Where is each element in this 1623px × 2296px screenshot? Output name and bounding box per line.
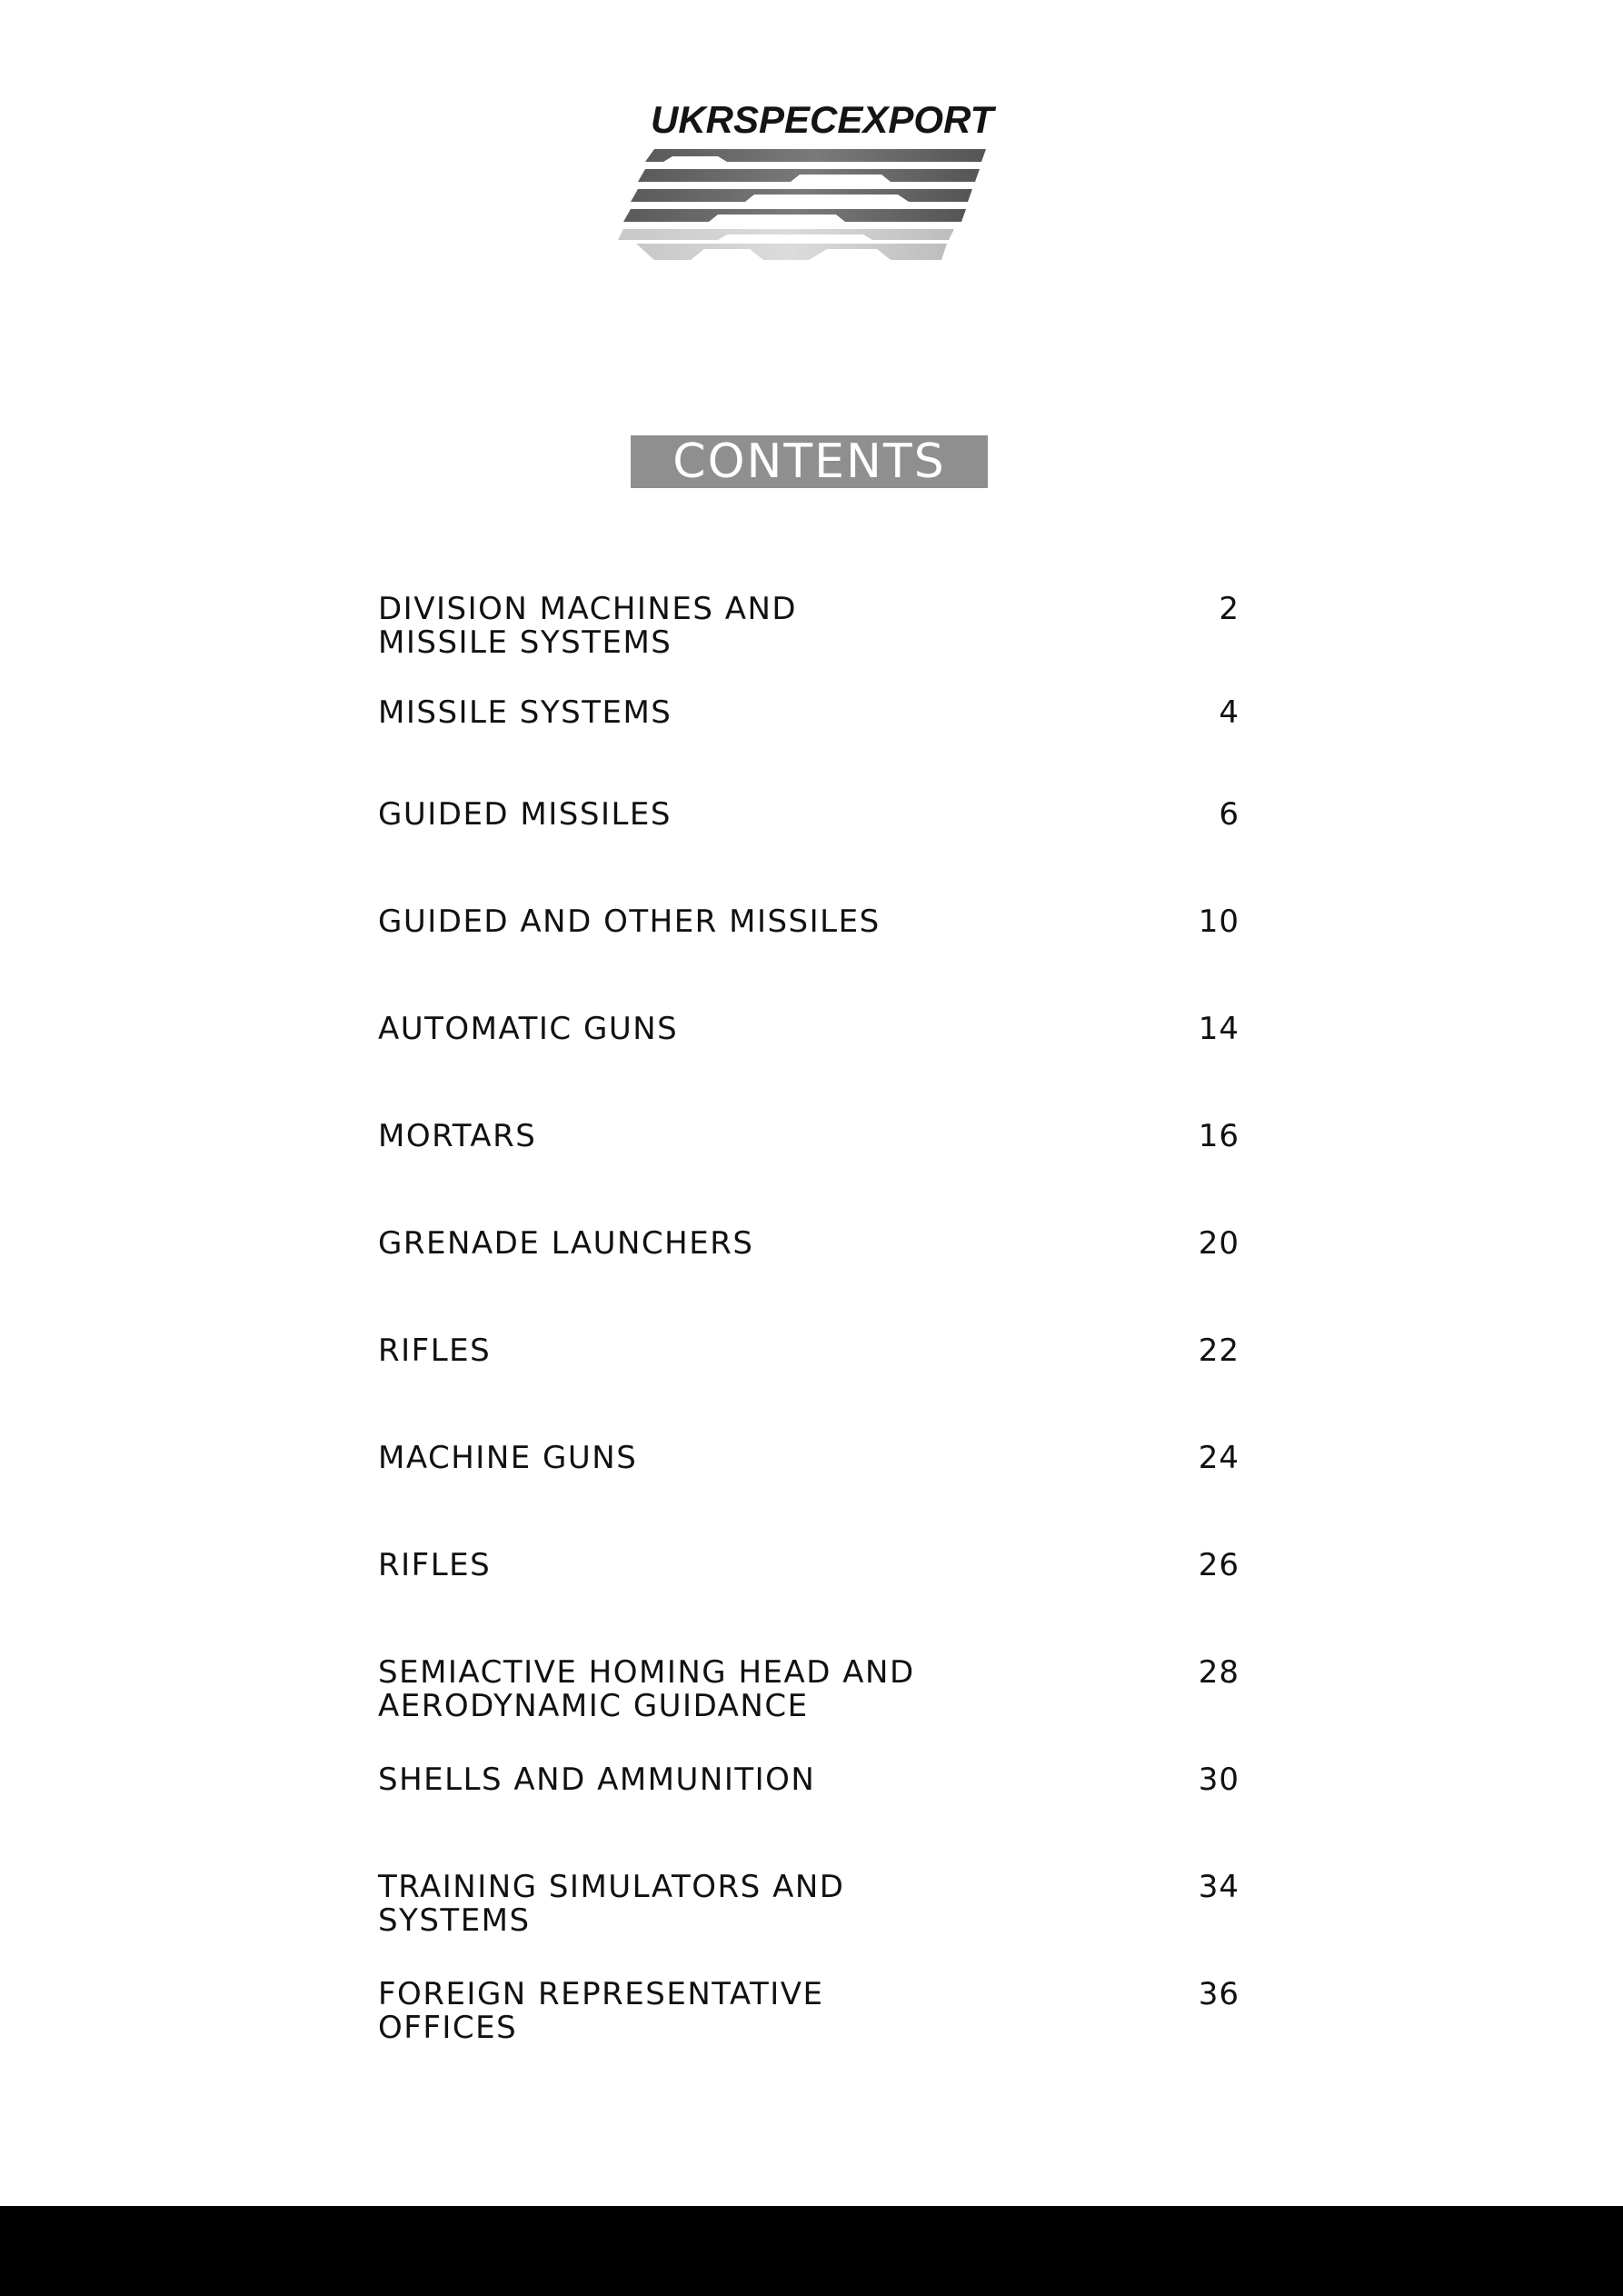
toc-entry-page-number: 2 (1219, 591, 1240, 627)
toc-entry-page-number: 36 (1198, 1976, 1240, 2012)
toc-entry-page-number: 20 (1198, 1225, 1240, 1262)
toc-entry-title: FOREIGN REPRESENTATIVE OFFICES (378, 1976, 824, 2046)
toc-entry-page-number: 22 (1198, 1333, 1240, 1369)
toc-entry-page-number: 30 (1198, 1762, 1240, 1798)
logo-brand-text: UKRSPECEXPORT (651, 98, 994, 141)
toc-entry-title: SHELLS AND AMMUNITION (378, 1762, 816, 1798)
toc-entry-title: SEMIACTIVE HOMING HEAD AND AERODYNAMIC GUIDANCE (378, 1654, 915, 1724)
ukrspecexport-logo (618, 98, 1000, 262)
contents-heading: CONTENTS (672, 434, 946, 489)
toc-entry-page-number: 16 (1198, 1118, 1240, 1154)
footer-bar (0, 2206, 1623, 2296)
logo-emblem-icon (618, 142, 1000, 262)
toc-entry-title: GUIDED AND OTHER MISSILES (378, 903, 881, 940)
toc-entry-page-number: 26 (1198, 1547, 1240, 1583)
toc-entry-title: GUIDED MISSILES (378, 796, 672, 833)
toc-entry-title: MACHINE GUNS (378, 1440, 638, 1476)
toc-entry-page-number: 28 (1198, 1654, 1240, 1691)
toc-entry-title: MORTARS (378, 1118, 537, 1154)
toc-entry-page-number: 10 (1198, 903, 1240, 940)
toc-entry-title: RIFLES (378, 1547, 492, 1583)
toc-entry-page-number: 14 (1198, 1011, 1240, 1047)
toc-entry-title: AUTOMATIC GUNS (378, 1011, 679, 1047)
toc-entry-title: DIVISION MACHINES AND MISSILE SYSTEMS (378, 591, 798, 661)
toc-entry-page-number: 24 (1198, 1440, 1240, 1476)
toc-entry-page-number: 4 (1219, 694, 1240, 731)
toc-entry-title: GRENADE LAUNCHERS (378, 1225, 754, 1262)
toc-entry-page-number: 34 (1198, 1869, 1240, 1905)
toc-entry-title: TRAINING SIMULATORS AND SYSTEMS (378, 1869, 845, 1939)
toc-entry-page-number: 6 (1219, 796, 1240, 833)
toc-entry-title: RIFLES (378, 1333, 492, 1369)
contents-heading-box (631, 435, 988, 488)
toc-entry-title: MISSILE SYSTEMS (378, 694, 672, 731)
